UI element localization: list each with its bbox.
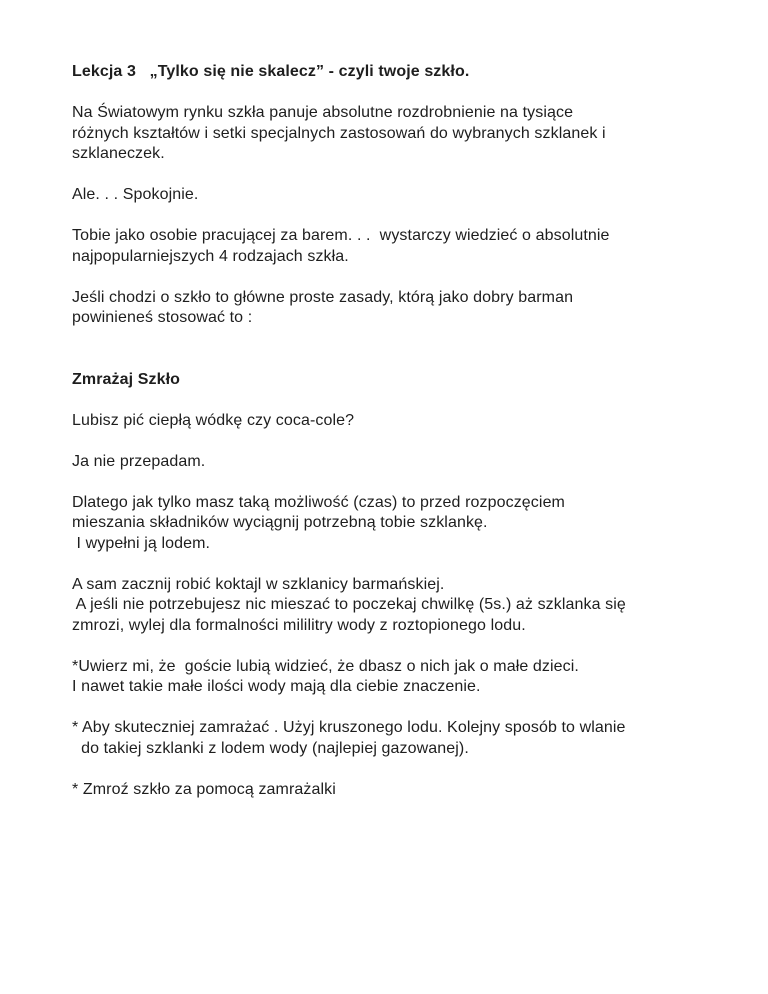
paragraph-intro	[72, 103, 738, 165]
text-line: różnych kształtów i setki specjalnych zastosowań do wybranych szklanek i	[72, 124, 606, 142]
text-line: I nawet takie małe ilości wody mają dla ciebie znaczenie.	[72, 678, 481, 695]
paragraph-aby-skuteczniej	[72, 718, 738, 759]
text-line: A sam zacznij robić koktajl w szklanicy barmańskiej.	[72, 575, 445, 593]
text-line: Jeśli chodzi o szkło to główne proste zasady, którą jako dobry barman	[72, 288, 574, 306]
text-line: Zmrażaj Szkło	[72, 370, 181, 388]
paragraph-uwierz-mi	[72, 657, 738, 698]
paragraph-jesli-chodzi	[72, 288, 738, 329]
text-line: * Aby skuteczniej zamrażać . Użyj kruszonego lodu. Kolejny sposób to wlanie	[72, 719, 626, 736]
paragraph-zmroz-szklo	[72, 780, 738, 801]
text-line: *Uwierz mi, że goście lubią widzieć, że dbasz o nich jak o małe dzieci.	[72, 657, 579, 675]
paragraph-lubisz-pic	[72, 411, 738, 432]
paragraph-ja-nie-przepadam	[72, 452, 738, 473]
paragraph-tobie-jako	[72, 226, 738, 267]
text-line: Ja nie przepadam.	[72, 452, 206, 470]
text-line: do takiej szklanki z lodem wody (najlepiej gazowanej).	[72, 739, 469, 757]
text-line: Dlatego jak tylko masz taką możliwość (czas) to przed rozpoczęciem	[72, 493, 565, 511]
text-line: Na Światowym rynku szkła panuje absolutne rozdrobnienie na tysiące	[72, 104, 574, 121]
text-line: szklaneczek.	[72, 145, 165, 162]
text-line: I wypełni ją lodem.	[72, 534, 211, 552]
text-line: Tobie jako osobie pracującej za barem. . . wystarczy wiedzieć o absolutnie	[72, 227, 610, 244]
paragraph-ale-spokojnie	[72, 185, 738, 206]
text-line: Ale. . . Spokojnie.	[72, 186, 199, 203]
text-line: Lubisz pić ciepłą wódkę czy coca-cole?	[72, 411, 355, 429]
text-line: A jeśli nie potrzebujesz nic mieszać to poczekaj chwilkę (5s.) aż szklanka się	[72, 596, 626, 613]
paragraph-a-sam-zacznij	[72, 575, 738, 637]
document-body	[72, 62, 738, 821]
paragraph-dlatego	[72, 493, 738, 555]
text-line: zmrozi, wylej dla formalności mililitry wody z roztopionego lodu.	[72, 616, 526, 634]
section-heading-zmrazaj-szklo	[72, 370, 738, 391]
text-line: * Zmroź szkło za pomocą zamrażalki	[72, 780, 336, 798]
text-line: Lekcja 3 „Tylko się nie skalecz” - czyli twoje szkło.	[72, 63, 470, 80]
text-line: najpopularniejszych 4 rodzajach szkła.	[72, 247, 349, 265]
lesson-title-heading	[72, 62, 738, 83]
text-line: powinieneś stosować to :	[72, 309, 253, 326]
text-line: mieszania składników wyciągnij potrzebną tobie szklankę.	[72, 514, 488, 531]
